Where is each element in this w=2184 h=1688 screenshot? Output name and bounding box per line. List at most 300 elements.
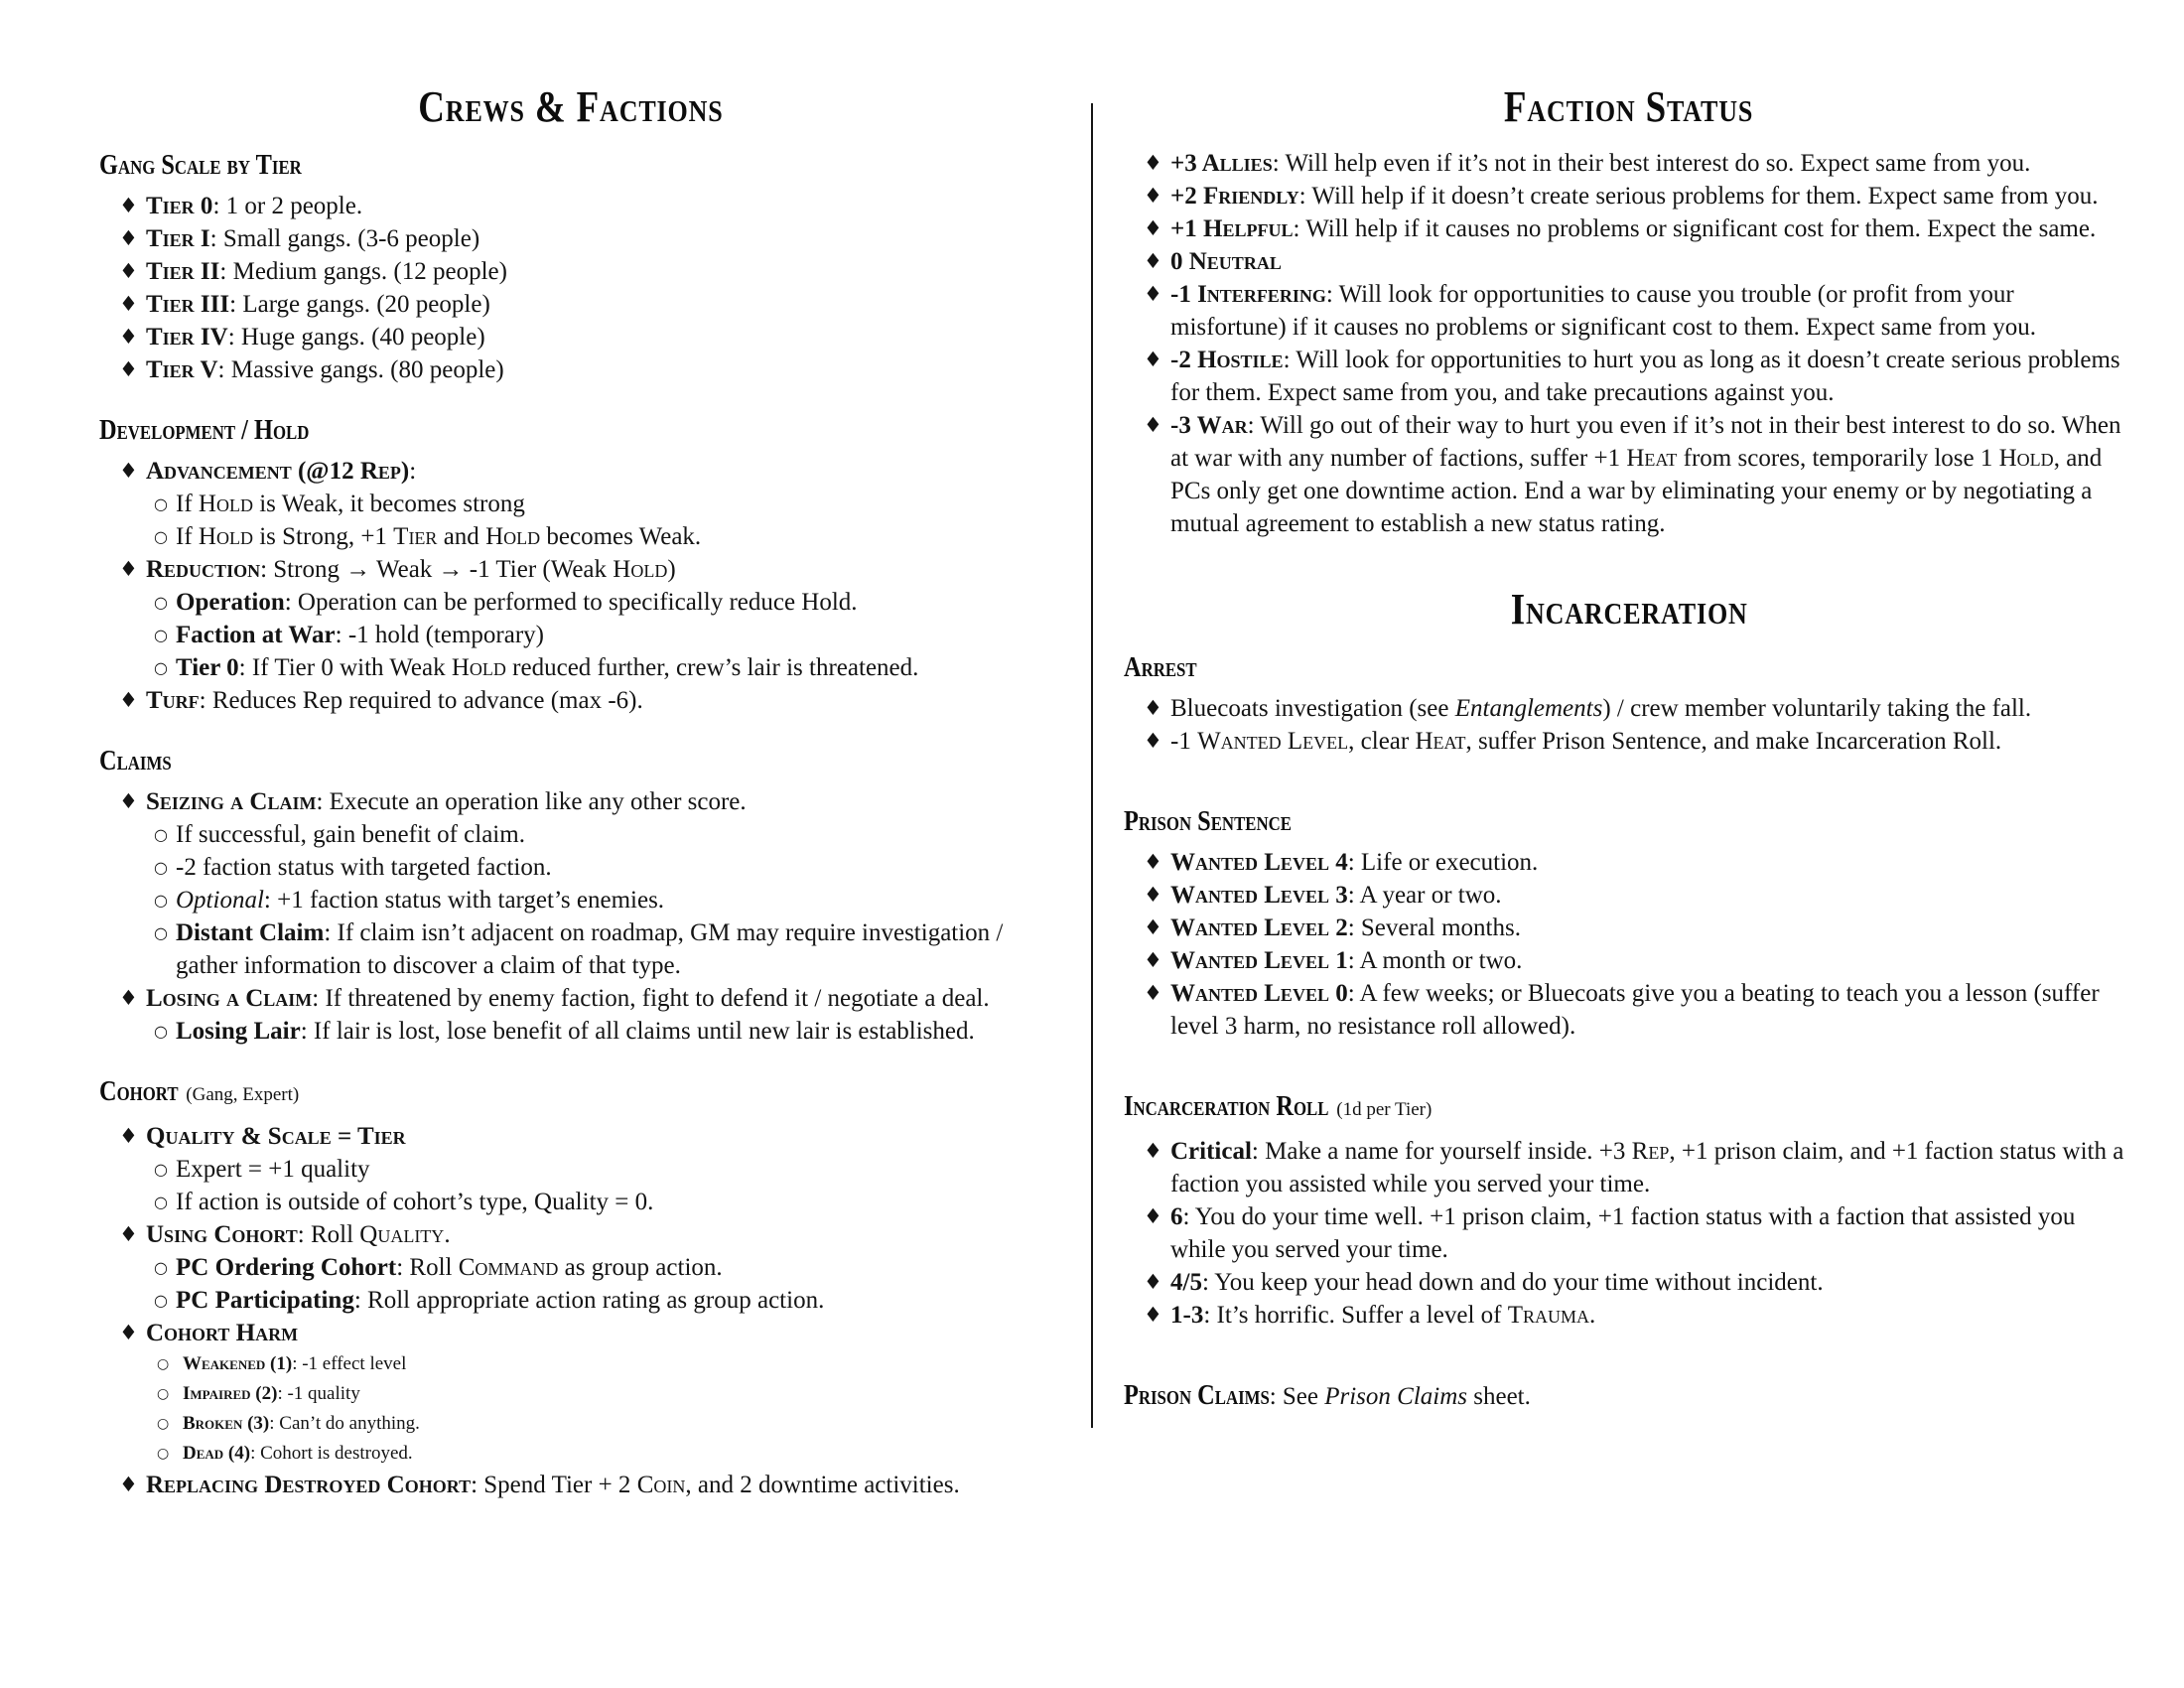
text-run: Hold xyxy=(451,654,506,681)
item-text xyxy=(146,1221,451,1248)
text-run: Tier I xyxy=(146,225,210,252)
text-run: Faction at War xyxy=(176,622,336,648)
item-text xyxy=(146,258,507,285)
text-run: sheet. xyxy=(1467,1383,1531,1410)
item-text xyxy=(176,1156,370,1183)
item-text xyxy=(1170,150,2030,177)
item-text xyxy=(1170,281,2036,341)
diamond-bullet-icon: ♦ xyxy=(1144,883,1162,907)
text-run: Critical xyxy=(1170,1138,1252,1165)
text-run: Cohort Harm xyxy=(146,1320,299,1346)
section-heading-suffix: (Gang, Expert) xyxy=(186,1084,300,1105)
text-run: : If threatened by enemy faction, fight to defend it / negotiate a deal. xyxy=(312,985,990,1012)
diamond-bullet-icon: ♦ xyxy=(119,194,138,217)
item-text xyxy=(1170,882,1502,909)
list-item xyxy=(99,255,1042,288)
list-item xyxy=(99,190,1042,222)
diamond-bullet-icon: ♦ xyxy=(1144,249,1162,273)
section-heading-text: Claims xyxy=(99,745,172,776)
item-text xyxy=(1170,695,2031,722)
list-item xyxy=(1124,278,2134,344)
diamond-bullet-icon: ♦ xyxy=(1144,850,1162,874)
list-item xyxy=(99,288,1042,321)
text-run: : It’s horrific. Suffer a level of xyxy=(1203,1302,1508,1329)
item-text xyxy=(176,887,664,914)
item-text xyxy=(176,821,525,848)
text-run: is Weak, it becomes strong xyxy=(252,491,525,517)
item-text xyxy=(146,291,490,318)
text-run: , +1 prison claim, and +1 faction status with a faction you assisted while you served your time. xyxy=(1170,1138,2124,1197)
text-run: Hold xyxy=(198,491,253,517)
item-text xyxy=(146,356,504,383)
section-heading-suffix: (1d per Tier) xyxy=(1336,1099,1433,1120)
text-run: Dead (4) xyxy=(183,1443,251,1464)
section-prison-sentence xyxy=(1124,803,2134,1043)
text-run: Hold xyxy=(1998,445,2054,472)
text-run: : Operation can be performed to specifically reduce Hold. xyxy=(284,589,858,616)
list-item xyxy=(1124,1200,2134,1266)
text-run: Tier II xyxy=(146,258,220,285)
text-run: : Small gangs. (3-6 people) xyxy=(209,225,480,252)
item-text xyxy=(176,654,918,681)
page-title-text: Faction Status xyxy=(1504,82,1754,131)
text-run: Weakened (1) xyxy=(183,1353,293,1374)
list-item xyxy=(99,982,1042,1015)
text-run: -3 War xyxy=(1170,412,1248,439)
text-run: PC Ordering Cohort xyxy=(176,1254,397,1281)
diamond-bullet-icon: ♦ xyxy=(119,226,138,250)
section-heading-text: Prison Claims xyxy=(1124,1379,1270,1411)
text-run: from scores, temporarily lose 1 xyxy=(1677,445,1999,472)
list-item xyxy=(1124,1299,2134,1332)
text-run: ) / crew member voluntarily taking the fall. xyxy=(1602,695,2032,722)
text-run: as group action. xyxy=(558,1254,723,1281)
list-item xyxy=(1124,879,2134,912)
text-run: -1 Interfering xyxy=(1170,281,1326,308)
list-item xyxy=(99,619,1042,651)
text-run: Wanted Level 3 xyxy=(1170,882,1348,909)
list-item xyxy=(1124,147,2134,180)
text-run: : Make a name for yourself inside. +3 xyxy=(1251,1138,1632,1165)
text-run: Distant Claim xyxy=(176,919,325,946)
circle-bullet-icon: ○ xyxy=(157,1416,170,1432)
text-run: Broken (3) xyxy=(183,1413,270,1434)
text-run: : xyxy=(409,458,417,485)
diamond-bullet-icon: ♦ xyxy=(1144,915,1162,939)
text-run: Tier V xyxy=(146,356,218,383)
circle-bullet-icon: ○ xyxy=(154,858,168,877)
text-run: Quality xyxy=(359,1221,445,1248)
list-item xyxy=(1124,1266,2134,1299)
text-run: , clear xyxy=(1348,728,1416,755)
item-list xyxy=(1124,1135,2134,1332)
text-run: If action is outside of cohort’s type, Quality = 0. xyxy=(176,1189,654,1215)
diamond-bullet-icon: ♦ xyxy=(1144,1139,1162,1163)
item-list xyxy=(1124,147,2134,540)
text-run: Heat xyxy=(1415,728,1466,755)
list-item xyxy=(99,488,1042,520)
diamond-bullet-icon: ♦ xyxy=(1144,348,1162,371)
section-heading-text: Incarceration Roll xyxy=(1124,1090,1329,1122)
page-title-crews-factions xyxy=(99,77,1042,137)
text-run: : Strong → Weak → -1 Tier (Weak xyxy=(260,556,614,583)
diamond-bullet-icon: ♦ xyxy=(1144,151,1162,175)
diamond-bullet-icon: ♦ xyxy=(119,986,138,1010)
item-text xyxy=(146,985,990,1012)
text-run: , and PCs only get one downtime action. End a war by eliminating your enemy or by negotiating a mutual agreement to establish a new status rating. xyxy=(1170,445,2103,537)
text-run: : Large gangs. (20 people) xyxy=(229,291,490,318)
item-list xyxy=(99,455,1042,717)
item-text xyxy=(183,1413,420,1434)
text-run: : You keep your head down and do your time without incident. xyxy=(1201,1269,1824,1296)
section-heading-incarceration-roll xyxy=(1124,1088,2134,1128)
section-heading-text: Gang Scale by Tier xyxy=(99,149,302,181)
text-run: : If Tier 0 with Weak xyxy=(238,654,452,681)
text-run: : If lair is lost, lose benefit of all claims until new lair is established. xyxy=(300,1018,975,1045)
page-title-incarceration xyxy=(1124,580,2134,639)
diamond-bullet-icon: ♦ xyxy=(1144,729,1162,753)
text-run: Heat xyxy=(1626,445,1678,472)
diamond-bullet-icon: ♦ xyxy=(1144,282,1162,306)
text-run: +2 Friendly xyxy=(1170,183,1299,210)
circle-bullet-icon: ○ xyxy=(154,1193,168,1211)
text-run: Wanted Level 1 xyxy=(1170,947,1348,974)
list-item xyxy=(99,1186,1042,1218)
item-text xyxy=(146,1472,960,1498)
text-run: reduced further, crew’s lair is threatened. xyxy=(505,654,919,681)
section-arrest xyxy=(1124,649,2134,758)
diamond-bullet-icon: ♦ xyxy=(119,1321,138,1344)
diamond-bullet-icon: ♦ xyxy=(1144,184,1162,208)
list-item xyxy=(99,1469,1042,1501)
text-run: : Can’t do anything. xyxy=(269,1413,420,1434)
diamond-bullet-icon: ♦ xyxy=(119,459,138,483)
item-list xyxy=(1124,846,2134,1043)
diamond-bullet-icon: ♦ xyxy=(119,1124,138,1148)
list-item xyxy=(1124,409,2134,540)
text-run: +3 Allies xyxy=(1170,150,1273,177)
item-text xyxy=(1170,947,1522,974)
list-item xyxy=(1124,977,2134,1043)
circle-bullet-icon: ○ xyxy=(154,494,168,513)
item-text xyxy=(146,687,643,714)
text-run: -2 faction status with targeted faction. xyxy=(176,854,552,881)
text-run: : -1 hold (temporary) xyxy=(335,622,544,648)
list-item xyxy=(99,586,1042,619)
diamond-bullet-icon: ♦ xyxy=(119,325,138,349)
text-run: Tier IV xyxy=(146,324,228,351)
text-run: : Will help if it causes no problems or significant cost for them. Expect the same. xyxy=(1293,215,2097,242)
item-text xyxy=(146,324,485,351)
item-text xyxy=(1170,980,2100,1040)
section-heading-gang-scale-by-tier xyxy=(99,147,1042,183)
item-text xyxy=(176,523,701,550)
column-divider-rule xyxy=(1091,103,1093,1428)
item-text xyxy=(183,1353,406,1374)
text-run: Prison Claims xyxy=(1324,1383,1468,1410)
circle-bullet-icon: ○ xyxy=(154,658,168,677)
item-text xyxy=(176,919,1003,979)
diamond-bullet-icon: ♦ xyxy=(1144,413,1162,437)
text-run: Rep xyxy=(1631,1138,1670,1165)
list-item xyxy=(99,785,1042,818)
text-run: : Huge gangs. (40 people) xyxy=(227,324,485,351)
list-item xyxy=(99,684,1042,717)
section-heading-text: Prison Sentence xyxy=(1124,805,1292,837)
text-run: : Massive gangs. (80 people) xyxy=(217,356,504,383)
diamond-bullet-icon: ♦ xyxy=(119,557,138,581)
circle-bullet-icon: ○ xyxy=(157,1386,170,1402)
list-item xyxy=(1124,212,2134,245)
circle-bullet-icon: ○ xyxy=(154,891,168,910)
section-heading-text: Development / Hold xyxy=(99,414,310,446)
text-run: Turf xyxy=(146,687,200,714)
text-run: Hold xyxy=(198,523,253,550)
item-text xyxy=(1170,1302,1595,1329)
page-title-text: Crews & Factions xyxy=(418,82,724,131)
text-run: : 1 or 2 people. xyxy=(212,193,363,219)
text-run: Wanted Level 4 xyxy=(1170,849,1348,876)
section-claims xyxy=(99,743,1042,1048)
list-item xyxy=(99,1251,1042,1284)
text-run: . xyxy=(444,1221,451,1248)
list-item xyxy=(99,1439,1042,1469)
item-text xyxy=(146,556,676,583)
text-run: +1 Helpful xyxy=(1170,215,1294,242)
list-item xyxy=(99,818,1042,851)
item-text xyxy=(176,491,525,517)
column-crews-factions xyxy=(99,0,1042,1501)
section-heading-cohort xyxy=(99,1073,1042,1113)
text-run: 6 xyxy=(1170,1203,1183,1230)
text-run: Advancement (@12 Rep) xyxy=(146,458,410,485)
list-item xyxy=(99,1120,1042,1153)
text-run: Tier 0 xyxy=(176,654,239,681)
text-run: Tier 0 xyxy=(146,193,213,219)
list-item xyxy=(1124,245,2134,278)
text-run: : A month or two. xyxy=(1347,947,1523,974)
text-run: Trauma xyxy=(1507,1302,1589,1329)
circle-bullet-icon: ○ xyxy=(154,626,168,644)
item-text xyxy=(183,1383,360,1404)
list-item xyxy=(99,1317,1042,1349)
text-run: : Roll xyxy=(396,1254,459,1281)
list-item xyxy=(99,1379,1042,1409)
text-run: : Roll appropriate action rating as group action. xyxy=(353,1287,825,1314)
item-list xyxy=(1124,692,2134,758)
text-run: Coin xyxy=(636,1472,686,1498)
diamond-bullet-icon: ♦ xyxy=(1144,696,1162,720)
text-run: If xyxy=(176,491,199,517)
diamond-bullet-icon: ♦ xyxy=(1144,981,1162,1005)
text-run: PC Participating xyxy=(176,1287,354,1314)
circle-bullet-icon: ○ xyxy=(154,1258,168,1277)
text-run: -2 Hostile xyxy=(1170,347,1284,373)
circle-bullet-icon: ○ xyxy=(154,825,168,844)
text-run: : Several months. xyxy=(1347,914,1521,941)
text-run: Wanted Level 2 xyxy=(1170,914,1348,941)
text-run: Optional xyxy=(176,887,264,914)
list-item xyxy=(99,520,1042,553)
text-run: : -1 quality xyxy=(277,1383,360,1404)
text-run: , and 2 downtime activities. xyxy=(685,1472,960,1498)
text-run: Tier III xyxy=(146,291,230,318)
section-heading-arrest xyxy=(1124,649,2134,685)
circle-bullet-icon: ○ xyxy=(154,1291,168,1310)
item-text xyxy=(176,1018,975,1045)
item-list xyxy=(99,785,1042,1048)
text-run: If xyxy=(176,523,199,550)
text-run: : Reduces Rep required to advance (max -6). xyxy=(199,687,643,714)
text-run: : Will look for opportunities to hurt you as long as it doesn’t create serious problems for them. Expect same from you, and take precautions against you. xyxy=(1170,347,2120,406)
item-list xyxy=(99,1120,1042,1501)
section-heading-prison-sentence xyxy=(1124,803,2134,839)
section-incarceration-roll xyxy=(1124,1088,2134,1332)
item-text xyxy=(176,854,552,881)
text-run: : A year or two. xyxy=(1347,882,1502,909)
list-item xyxy=(99,321,1042,353)
text-run: Operation xyxy=(176,589,285,616)
text-run: : Will help if it doesn’t create serious problems for them. Expect same from you. xyxy=(1298,183,2099,210)
section-heading-claims xyxy=(99,743,1042,778)
list-item xyxy=(99,353,1042,386)
list-item xyxy=(1124,944,2134,977)
diamond-bullet-icon: ♦ xyxy=(119,1222,138,1246)
circle-bullet-icon: ○ xyxy=(154,593,168,612)
item-text xyxy=(1170,215,2096,242)
item-text xyxy=(1170,347,2120,406)
text-run: 4/5 xyxy=(1170,1269,1202,1296)
diamond-bullet-icon: ♦ xyxy=(1144,1303,1162,1327)
item-text xyxy=(146,225,479,252)
text-run: : If claim isn’t adjacent on roadmap, GM may require investigation / gather information to discover a claim of that type. xyxy=(176,919,1004,979)
text-run: : -1 effect level xyxy=(292,1353,407,1374)
text-run: -1 xyxy=(1170,728,1198,755)
item-text xyxy=(183,1443,413,1464)
section-heading-development-hold xyxy=(99,412,1042,448)
section-heading-text: Cohort xyxy=(99,1075,179,1107)
item-text xyxy=(176,1189,653,1215)
text-run: Seizing a Claim xyxy=(146,788,317,815)
list-item xyxy=(1124,344,2134,409)
diamond-bullet-icon: ♦ xyxy=(119,292,138,316)
item-text xyxy=(176,1254,723,1281)
text-run: : Roll xyxy=(297,1221,360,1248)
text-run: Hold xyxy=(485,523,541,550)
text-run: , suffer Prison Sentence, and make Incarceration Roll. xyxy=(1465,728,2002,755)
text-run: : See xyxy=(1269,1383,1325,1410)
section-gang-scale-by-tier xyxy=(99,147,1042,386)
item-text xyxy=(1170,1203,2075,1263)
diamond-bullet-icon: ♦ xyxy=(1144,1270,1162,1294)
list-item xyxy=(99,884,1042,916)
text-run: Command xyxy=(458,1254,559,1281)
list-item xyxy=(1124,180,2134,212)
text-run: Replacing Destroyed Cohort xyxy=(146,1472,472,1498)
circle-bullet-icon: ○ xyxy=(154,1022,168,1041)
text-run: Wanted Level xyxy=(1197,728,1349,755)
list-item xyxy=(1124,1135,2134,1200)
text-run: : A few weeks; or Bluecoats give you a beating to teach you a lesson (suffer level 3 harm, no resistance roll allowed). xyxy=(1170,980,2100,1040)
text-run: : Execute an operation like any other score. xyxy=(316,788,747,815)
item-text xyxy=(1170,849,1538,876)
diamond-bullet-icon: ♦ xyxy=(119,789,138,813)
page-title-text: Incarceration xyxy=(1510,585,1748,633)
item-text xyxy=(1170,248,1282,275)
text-run: : Cohort is destroyed. xyxy=(250,1443,413,1464)
text-run: Tier xyxy=(393,523,438,550)
item-text xyxy=(146,1320,298,1346)
text-run: Expert = +1 quality xyxy=(176,1156,370,1183)
list-item xyxy=(99,651,1042,684)
section-faction-status-and-incarceration xyxy=(1124,147,2134,540)
list-item xyxy=(99,1015,1042,1048)
text-run: is Strong, +1 xyxy=(252,523,394,550)
text-run: Reduction xyxy=(146,556,261,583)
text-run: Entanglements xyxy=(1454,695,1603,722)
diamond-bullet-icon: ♦ xyxy=(1144,216,1162,240)
item-text xyxy=(1170,728,2001,755)
list-item xyxy=(1124,692,2134,725)
text-run: If successful, gain benefit of claim. xyxy=(176,821,525,848)
item-text xyxy=(1170,1138,2123,1197)
item-text xyxy=(176,589,858,616)
diamond-bullet-icon: ♦ xyxy=(1144,1204,1162,1228)
text-run: : Medium gangs. (12 people) xyxy=(219,258,507,285)
text-run: and xyxy=(437,523,486,550)
circle-bullet-icon: ○ xyxy=(154,1160,168,1179)
list-item xyxy=(99,1284,1042,1317)
text-run: : Will look for opportunities to cause you trouble (or profit from your misfortune) if it causes no problems or significant cost to them. Expect same from you. xyxy=(1170,281,2037,341)
list-item xyxy=(99,1218,1042,1251)
item-text xyxy=(1170,183,2098,210)
diamond-bullet-icon: ♦ xyxy=(119,259,138,283)
text-run: ) xyxy=(667,556,676,583)
item-text xyxy=(146,1123,406,1150)
circle-bullet-icon: ○ xyxy=(157,1356,170,1372)
list-item xyxy=(99,1153,1042,1186)
list-item xyxy=(99,455,1042,488)
text-run: : Will go out of their way to hurt you even if it’s not in their best interest to do so. When at war with any number of factions, suffer +1 xyxy=(1170,412,2121,472)
diamond-bullet-icon: ♦ xyxy=(1144,948,1162,972)
item-text xyxy=(1170,412,2121,537)
list-item xyxy=(99,553,1042,586)
item-text xyxy=(146,458,416,485)
text-run: Losing Lair xyxy=(176,1018,301,1045)
text-run: . xyxy=(1589,1302,1596,1329)
section-heading-inline-text xyxy=(1270,1383,1531,1410)
text-run: Wanted Level 0 xyxy=(1170,980,1348,1007)
diamond-bullet-icon: ♦ xyxy=(119,688,138,712)
list-item xyxy=(1124,912,2134,944)
page-title-faction-status xyxy=(1124,77,2134,137)
item-list xyxy=(99,190,1042,386)
text-run: : Life or execution. xyxy=(1347,849,1539,876)
section-prison-claims xyxy=(1124,1377,2134,1415)
text-run: : +1 faction status with target’s enemies. xyxy=(263,887,665,914)
text-run: Quality & Scale = Tier xyxy=(146,1123,406,1150)
circle-bullet-icon: ○ xyxy=(154,923,168,942)
circle-bullet-icon: ○ xyxy=(154,527,168,546)
text-run: : Will help even if it’s not in their best interest do so. Expect same from you. xyxy=(1272,150,2031,177)
text-run: 0 Neutral xyxy=(1170,248,1282,275)
list-item xyxy=(99,1409,1042,1439)
item-text xyxy=(146,193,362,219)
section-heading-text: Arrest xyxy=(1124,651,1197,683)
column-faction-status xyxy=(1124,0,2134,1422)
list-item xyxy=(99,851,1042,884)
text-run: : Spend Tier + 2 xyxy=(471,1472,637,1498)
